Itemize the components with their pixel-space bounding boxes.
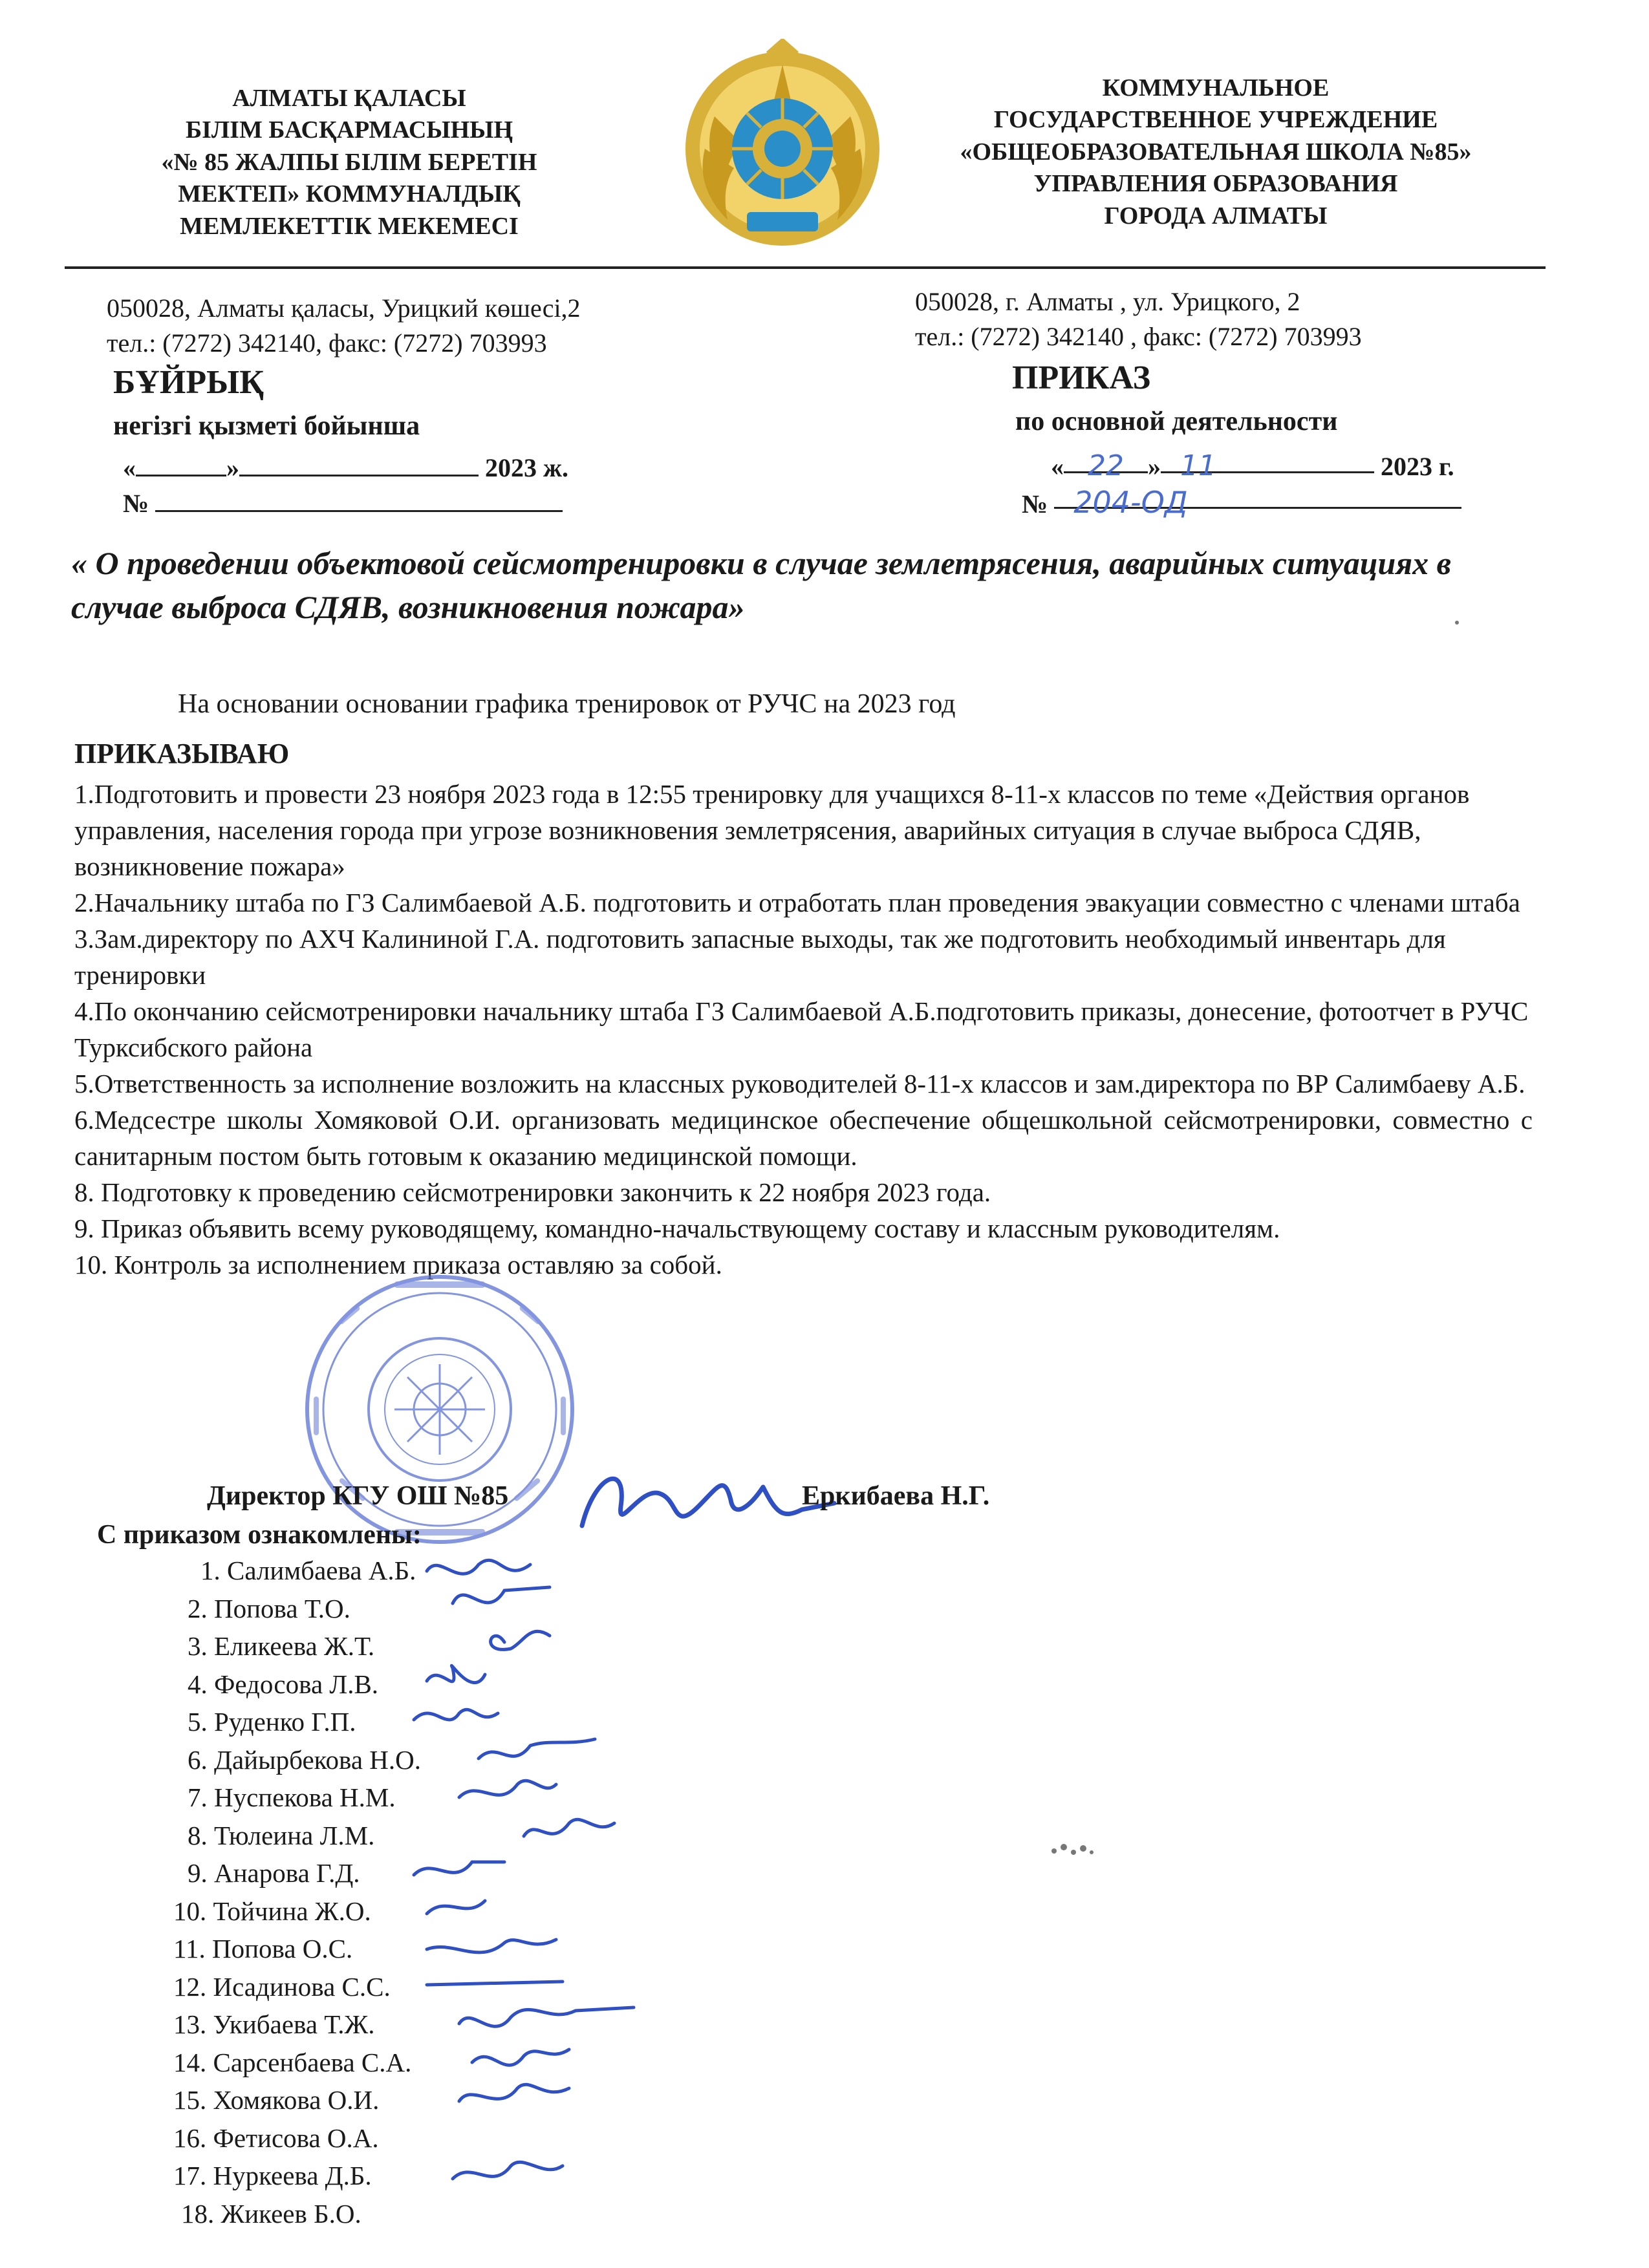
order-number-kz [123,488,563,519]
header-left-line: МЕМЛЕКЕТТІК МЕКЕМЕСІ [180,212,519,240]
header-right-line: «ОБЩЕОБРАЗОВАТЕЛЬНАЯ ШКОЛА №85» [960,138,1472,166]
staff-item: 4. Федосова Л.В. [188,1669,379,1699]
address-line: 050028, Алматы қаласы, Урицкий көшесі,2 [107,294,581,323]
order-title-kz: БҰЙРЫҚ [113,364,264,401]
staff-item: 5. Руденко Г.П. [188,1707,356,1737]
order-item: 2.Начальнику штаба по ГЗ Салимбаевой А.Б. подготовить и отработать план проведения эвакуации совместно с членами штаба [74,888,1520,917]
order-item: 6.Медсестре школы Хомяковой О.И. организовать медицинское обеспечение общешкольной сейсмотренировки, совместно с санитарным постом быть готовым к оказанию медицинской помощи. [74,1105,1533,1171]
header-divider [65,266,1546,269]
staff-item: 11. Попова О.С. [173,1934,353,1963]
phone-line: тел.: (7272) 342140, факс: (7272) 703993 [107,328,547,358]
header-right-line: ГОСУДАРСТВЕННОЕ УЧРЕЖДЕНИЕ [993,106,1438,134]
address-right [915,284,1362,354]
staff-item: 12. Исадинова С.С. [173,1971,391,2002]
director-title: Директор КГУ ОШ №85 [207,1481,509,1511]
address-line: 050028, г. Алматы , ул. Урицкого, 2 [915,287,1300,316]
kazakhstan-emblem-icon [676,39,889,252]
order-items [74,776,1533,1283]
order-month: 11 [1161,449,1374,473]
order-basis: На основании основании графика тренировок от РУЧС на 2023 год [178,689,956,719]
header-left-line: МЕКТЕП» КОММУНАЛДЫҚ [178,180,521,208]
order-word: ПРИКАЗЫВАЮ [74,738,290,769]
order-number-ru [1022,485,1461,519]
order-item: 1.Подготовить и провести 23 ноября 2023 года в 12:55 тренировку для учащихся 8-11-х классов по теме «Действия органов управления, населения города при угрозе возникновения землетрясения, аварийных ситуация в случае выброса СДЯВ, возникновение пожара» [74,779,1470,881]
order-date-kz [123,453,568,483]
director-signature-icon [569,1448,841,1552]
month-blank [239,453,479,476]
number-blank [155,488,563,512]
header-right-line: ГОРОДА АЛМАТЫ [1104,202,1328,230]
phone-line: тел.: (7272) 342140 , факс: (7272) 703993 [915,322,1362,351]
director-name: Еркибаева Н.Г. [802,1481,990,1511]
header-left-line: «№ 85 ЖАЛПЫ БІЛІМ БЕРЕТІН [161,148,537,176]
address-left [107,291,581,361]
order-year-ru: 2023 г. [1381,452,1454,481]
header-right-line: КОММУНАЛЬНОЕ [1102,74,1330,102]
order-item: 5.Ответственность за исполнение возложить на классных руководителей 8-11-х классов и зам.директора по ВР Салимбаеву А.Б. [74,1069,1525,1098]
header-left-kazakh [97,83,601,242]
staff-item: 15. Хомякова О.И. [173,2085,380,2115]
header-left-line: АЛМАТЫ ҚАЛАСЫ [232,85,466,112]
day-blank [136,453,226,476]
staff-item: 14. Сарсенбаева С.А. [173,2047,412,2077]
order-item: 9. Приказ объявить всему руководящему, командно-начальствующему составу и классным руководителям. [74,1214,1280,1243]
staff-item: 2. Попова Т.О. [188,1593,350,1623]
staff-item: 16. Фетисова О.А. [173,2123,379,2153]
speck-dot [1455,621,1459,625]
order-item: 10. Контроль за исполнением приказа оставляю за собой. [74,1250,722,1279]
header-left-line: БІЛІМ БАСҚАРМАСЫНЫҢ [185,116,513,144]
staff-item: 13. Укибаева Т.Ж. [173,2009,375,2039]
order-item: 3.Зам.директору по АХЧ Калининой Г.А. подготовить запасные выходы, так же подготовить необходимый инвентарь для тренировки [74,924,1446,990]
quote-open: « [1051,452,1064,481]
number-label: № [1022,489,1048,519]
staff-item: 3. Еликеева Ж.Т. [188,1631,375,1661]
order-number: 204-ОД [1054,485,1461,509]
staff-item: 18. Жикеев Б.О. [181,2198,361,2229]
staff-list [173,1552,421,2232]
header-right-line: УПРАВЛЕНИЯ ОБРАЗОВАНИЯ [1033,170,1398,198]
order-item: 8. Подготовку к проведению сейсмотренировки закончить к 22 ноября 2023 года. [74,1177,991,1207]
number-label: № [123,489,149,518]
order-subtitle-kz: негізгі қызметі бойынша [113,411,420,441]
order-subtitle-ru: по основной деятельности [1015,407,1338,436]
staff-signatures-icon [401,1552,673,2231]
quote-open: « [123,453,136,482]
header-right-russian [892,72,1539,232]
staff-item: 17. Нуркеева Д.Б. [173,2161,372,2190]
acquainted-label: С приказом ознакомлены: [97,1520,422,1550]
order-subject: « О проведении объектовой сейсмотренировки в случае землетрясения, аварийных ситуациях в случае выброса СДЯВ, возникновения пожара» [71,545,1451,625]
order-date-ru [1051,449,1454,482]
speck-mark [1048,1839,1099,1859]
staff-item: 10. Тойчина Ж.О. [173,1896,371,1926]
quote-close: » [1148,452,1161,481]
order-year-kz: 2023 ж. [485,453,569,482]
order-title-ru: ПРИКАЗ [1012,359,1151,396]
staff-item: 9. Анарова Г.Д. [188,1858,360,1888]
quote-close: » [226,453,239,482]
staff-item: 7. Нуспекова Н.М. [188,1782,396,1812]
staff-item: 8. Тюлеина Л.М. [188,1820,375,1850]
order-day: 22 [1064,449,1148,473]
staff-item: 6. Дайырбекова Н.О. [188,1744,421,1775]
staff-item: 1. Салимбаева А.Б. [200,1556,416,1585]
order-item: 4.По окончанию сейсмотренировки начальнику штаба ГЗ Салимбаевой А.Б.подготовить приказы, донесение, фотоотчет в РУЧС Турксибского района [74,996,1529,1062]
